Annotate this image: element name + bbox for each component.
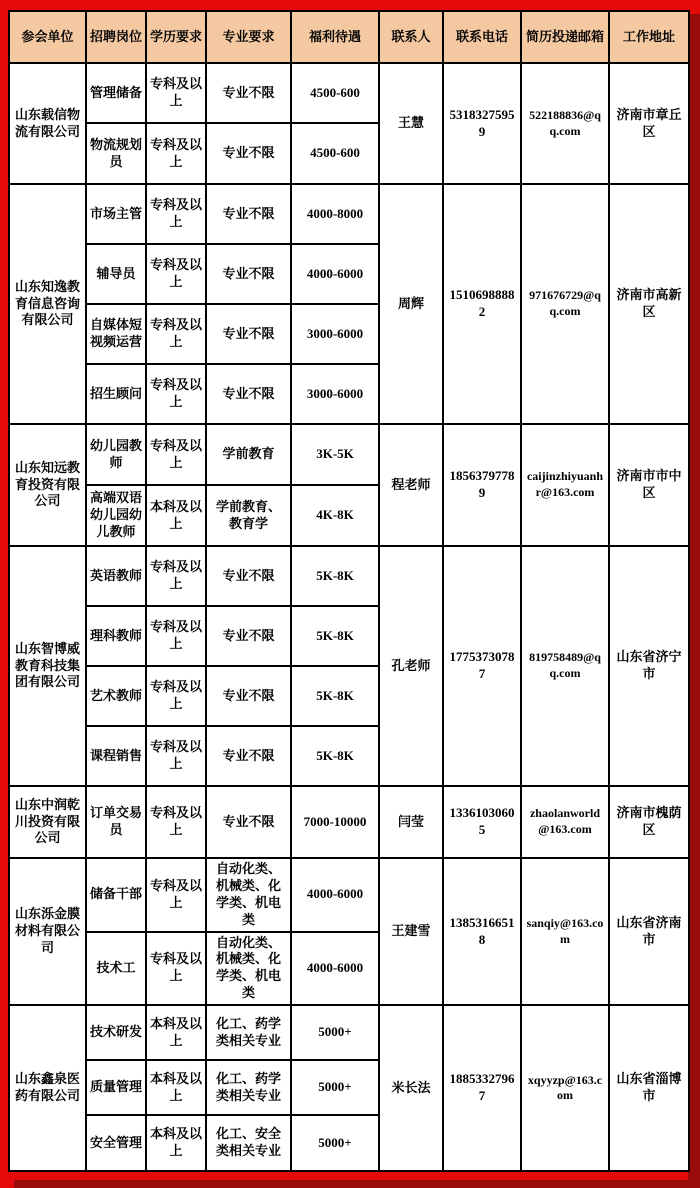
major-cell: 自动化类、机械类、化学类、机电类 xyxy=(206,858,291,932)
company-name-cell: 山东载信物流有限公司 xyxy=(9,63,86,184)
job-row xyxy=(9,786,689,858)
column-header-address: 工作地址 xyxy=(609,11,689,63)
position-title-cell: 订单交易员 xyxy=(86,786,146,858)
salary-cell: 5K-8K xyxy=(291,546,379,606)
position-title-cell: 英语教师 xyxy=(86,546,146,606)
salary-cell: 5K-8K xyxy=(291,606,379,666)
address-cell: 山东省济宁市 xyxy=(609,546,689,786)
job-row xyxy=(9,1005,689,1060)
education-cell: 专科及以上 xyxy=(146,606,206,666)
education-cell: 专科及以上 xyxy=(146,786,206,858)
major-cell: 专业不限 xyxy=(206,786,291,858)
major-cell: 学前教育 xyxy=(206,424,291,485)
salary-cell: 5000+ xyxy=(291,1060,379,1115)
position-title-cell: 储备干部 xyxy=(86,858,146,932)
education-cell: 专科及以上 xyxy=(146,63,206,123)
contact-phone-cell: 53183275959 xyxy=(443,63,521,184)
salary-cell: 3000-6000 xyxy=(291,304,379,364)
education-cell: 专科及以上 xyxy=(146,424,206,485)
salary-cell: 4000-6000 xyxy=(291,244,379,304)
major-cell: 化工、药学类相关专业 xyxy=(206,1060,291,1115)
salary-cell: 5K-8K xyxy=(291,666,379,726)
position-title-cell: 高端双语幼儿园幼儿教师 xyxy=(86,485,146,546)
company-name-cell: 山东知远教育投资有限公司 xyxy=(9,424,86,546)
contact-name-cell: 王慧 xyxy=(379,63,443,184)
contact-name-cell: 孔老师 xyxy=(379,546,443,786)
contact-name-cell: 米长法 xyxy=(379,1005,443,1171)
position-title-cell: 课程销售 xyxy=(86,726,146,786)
table-body xyxy=(9,63,689,1171)
job-row xyxy=(9,184,689,244)
salary-cell: 5000+ xyxy=(291,1115,379,1171)
education-cell: 专科及以上 xyxy=(146,726,206,786)
education-cell: 专科及以上 xyxy=(146,184,206,244)
salary-cell: 4000-6000 xyxy=(291,932,379,1006)
salary-cell: 3000-6000 xyxy=(291,364,379,424)
major-cell: 自动化类、机械类、化学类、机电类 xyxy=(206,932,291,1006)
column-header-position: 招聘岗位 xyxy=(86,11,146,63)
position-title-cell: 艺术教师 xyxy=(86,666,146,726)
position-title-cell: 技术工 xyxy=(86,932,146,1006)
education-cell: 专科及以上 xyxy=(146,364,206,424)
major-cell: 专业不限 xyxy=(206,244,291,304)
address-cell: 山东省淄博市 xyxy=(609,1005,689,1171)
major-cell: 专业不限 xyxy=(206,304,291,364)
major-cell: 专业不限 xyxy=(206,666,291,726)
education-cell: 专科及以上 xyxy=(146,304,206,364)
major-cell: 专业不限 xyxy=(206,726,291,786)
position-title-cell: 市场主管 xyxy=(86,184,146,244)
education-cell: 专科及以上 xyxy=(146,123,206,184)
company-name-cell: 山东泺金膜材料有限公司 xyxy=(9,858,86,1005)
salary-cell: 7000-10000 xyxy=(291,786,379,858)
frame-dark-bottom-band xyxy=(14,1180,700,1188)
column-header-salary: 福利待遇 xyxy=(291,11,379,63)
position-title-cell: 管理储备 xyxy=(86,63,146,123)
position-title-cell: 物流规划员 xyxy=(86,123,146,184)
position-title-cell: 幼儿园教师 xyxy=(86,424,146,485)
address-cell: 济南市章丘区 xyxy=(609,63,689,184)
salary-cell: 4500-600 xyxy=(291,123,379,184)
education-cell: 本科及以上 xyxy=(146,1005,206,1060)
job-row xyxy=(9,546,689,606)
position-title-cell: 自媒体短视频运营 xyxy=(86,304,146,364)
salary-cell: 4000-8000 xyxy=(291,184,379,244)
position-title-cell: 技术研发 xyxy=(86,1005,146,1060)
address-cell: 济南市高新区 xyxy=(609,184,689,424)
contact-phone-cell: 18563797789 xyxy=(443,424,521,546)
email-cell: 971676729@qq.com xyxy=(521,184,609,424)
education-cell: 专科及以上 xyxy=(146,858,206,932)
column-header-education: 学历要求 xyxy=(146,11,206,63)
contact-phone-cell: 13853166518 xyxy=(443,858,521,1005)
company-name-cell: 山东鑫泉医药有限公司 xyxy=(9,1005,86,1171)
salary-cell: 4K-8K xyxy=(291,485,379,546)
contact-name-cell: 程老师 xyxy=(379,424,443,546)
email-cell: zhaolanworld@163.com xyxy=(521,786,609,858)
company-name-cell: 山东中润乾川投资有限公司 xyxy=(9,786,86,858)
table-header-row xyxy=(9,11,689,63)
address-cell: 济南市槐荫区 xyxy=(609,786,689,858)
job-row xyxy=(9,858,689,932)
column-header-email: 简历投递邮箱 xyxy=(521,11,609,63)
education-cell: 专科及以上 xyxy=(146,244,206,304)
contact-name-cell: 周辉 xyxy=(379,184,443,424)
email-cell: xqyyzp@163.com xyxy=(521,1005,609,1171)
job-row xyxy=(9,63,689,123)
contact-phone-cell: 17753730787 xyxy=(443,546,521,786)
email-cell: 522188836@qq.com xyxy=(521,63,609,184)
position-title-cell: 安全管理 xyxy=(86,1115,146,1171)
education-cell: 专科及以上 xyxy=(146,546,206,606)
major-cell: 专业不限 xyxy=(206,123,291,184)
major-cell: 专业不限 xyxy=(206,546,291,606)
major-cell: 学前教育、教育学 xyxy=(206,485,291,546)
column-header-contact: 联系人 xyxy=(379,11,443,63)
salary-cell: 4000-6000 xyxy=(291,858,379,932)
education-cell: 本科及以上 xyxy=(146,1115,206,1171)
education-cell: 本科及以上 xyxy=(146,485,206,546)
address-cell: 济南市市中区 xyxy=(609,424,689,546)
education-cell: 专科及以上 xyxy=(146,932,206,1006)
column-header-major: 专业要求 xyxy=(206,11,291,63)
position-title-cell: 辅导员 xyxy=(86,244,146,304)
email-cell: sanqiy@163.com xyxy=(521,858,609,1005)
major-cell: 化工、安全类相关专业 xyxy=(206,1115,291,1171)
contact-phone-cell: 18853327967 xyxy=(443,1005,521,1171)
contact-name-cell: 闫莹 xyxy=(379,786,443,858)
job-fair-table xyxy=(8,10,690,1172)
position-title-cell: 质量管理 xyxy=(86,1060,146,1115)
education-cell: 专科及以上 xyxy=(146,666,206,726)
major-cell: 专业不限 xyxy=(206,364,291,424)
major-cell: 专业不限 xyxy=(206,184,291,244)
major-cell: 专业不限 xyxy=(206,606,291,666)
company-name-cell: 山东智博威教育科技集团有限公司 xyxy=(9,546,86,786)
company-name-cell: 山东知逸教育信息咨询有限公司 xyxy=(9,184,86,424)
major-cell: 化工、药学类相关专业 xyxy=(206,1005,291,1060)
salary-cell: 3K-5K xyxy=(291,424,379,485)
contact-name-cell: 王建雪 xyxy=(379,858,443,1005)
column-header-company: 参会单位 xyxy=(9,11,86,63)
salary-cell: 5000+ xyxy=(291,1005,379,1060)
position-title-cell: 理科教师 xyxy=(86,606,146,666)
salary-cell: 4500-600 xyxy=(291,63,379,123)
column-header-phone: 联系电话 xyxy=(443,11,521,63)
position-title-cell: 招生顾问 xyxy=(86,364,146,424)
education-cell: 本科及以上 xyxy=(146,1060,206,1115)
contact-phone-cell: 13361030605 xyxy=(443,786,521,858)
salary-cell: 5K-8K xyxy=(291,726,379,786)
major-cell: 专业不限 xyxy=(206,63,291,123)
contact-phone-cell: 15106988882 xyxy=(443,184,521,424)
address-cell: 山东省济南市 xyxy=(609,858,689,1005)
job-row xyxy=(9,424,689,485)
email-cell: 819758489@qq.com xyxy=(521,546,609,786)
email-cell: caijinzhiyuanhr@163.com xyxy=(521,424,609,546)
